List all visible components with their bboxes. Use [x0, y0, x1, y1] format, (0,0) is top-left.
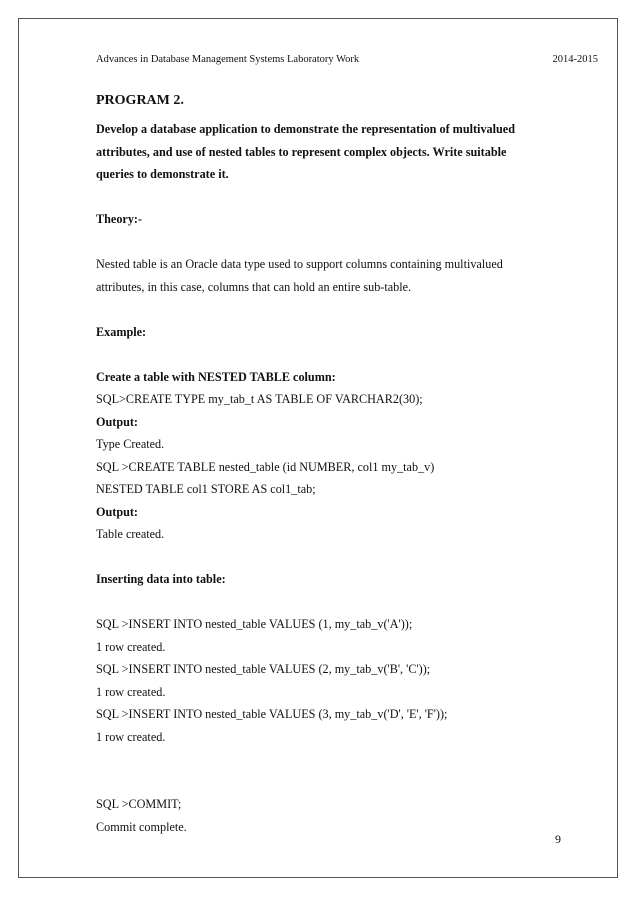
sql-statement: SQL >INSERT INTO nested_table VALUES (1, my_tab_v('A'));	[96, 617, 413, 631]
sql-output: 1 row created.	[96, 729, 166, 744]
output-label: Output:	[96, 504, 138, 519]
sql-statement: SQL>CREATE TYPE my_tab_t AS TABLE OF VARCHAR2(30);	[96, 392, 423, 406]
sql-output: Commit complete.	[96, 819, 187, 834]
page-header	[96, 54, 598, 65]
sql-statement: NESTED TABLE col1 STORE AS col1_tab;	[96, 482, 316, 496]
insert-heading: Inserting data into table:	[96, 572, 226, 586]
sql-statement: SQL >INSERT INTO nested_table VALUES (2, my_tab_v('B', 'C'));	[96, 662, 431, 676]
theory-line: Nested table is an Oracle data type used to support columns containing multivalued	[96, 257, 503, 271]
header-title: Advances in Database Management Systems Laboratory Work	[96, 54, 360, 65]
output-label: Output:	[96, 414, 138, 429]
sql-output: 1 row created.	[96, 684, 166, 699]
program-description-line: attributes, and use of nested tables to represent complex objects. Write suitable	[96, 144, 507, 159]
example-heading: Example:	[96, 324, 147, 339]
program-title: PROGRAM 2.	[96, 93, 184, 108]
header-year: 2014-2015	[552, 54, 598, 65]
program-description-line: queries to demonstrate it.	[96, 167, 229, 181]
page-number: 9	[555, 832, 561, 846]
theory-line: attributes, in this case, columns that can hold an entire sub-table.	[96, 279, 412, 294]
sql-statement: SQL >INSERT INTO nested_table VALUES (3, my_tab_v('D', 'E', 'F'));	[96, 707, 448, 721]
sql-output: 1 row created.	[96, 639, 166, 654]
program-description-line: Develop a database application to demonstrate the representation of multivalued	[96, 122, 515, 136]
page-content	[96, 92, 576, 838]
sql-output: Type Created.	[96, 437, 165, 451]
theory-heading: Theory:-	[96, 212, 143, 226]
sql-statement: SQL >CREATE TABLE nested_table (id NUMBER, col1 my_tab_v)	[96, 459, 435, 474]
create-heading: Create a table with NESTED TABLE column:	[96, 369, 336, 384]
sql-statement: SQL >COMMIT;	[96, 797, 182, 811]
sql-output: Table created.	[96, 527, 165, 541]
